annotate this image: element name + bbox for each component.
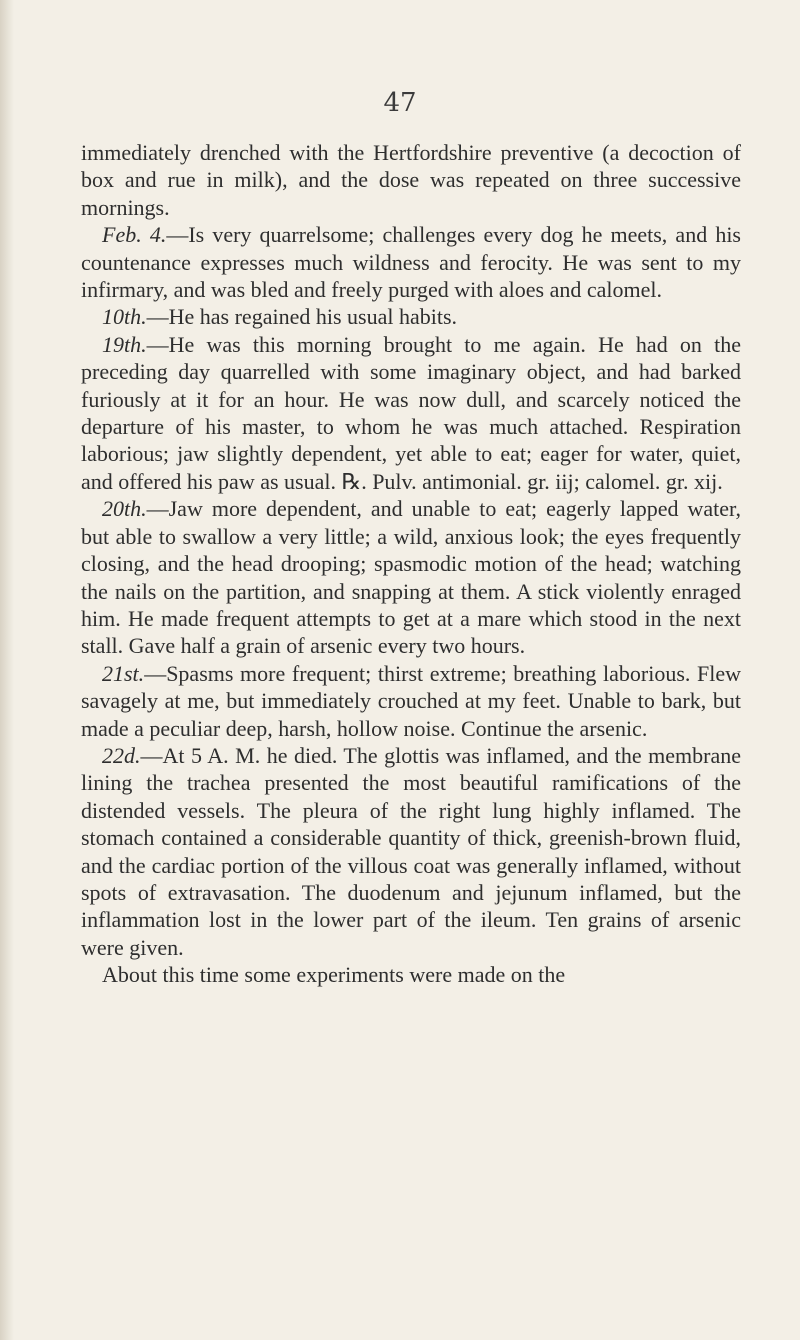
paragraph xyxy=(81,331,741,495)
page-number: 47 xyxy=(383,88,417,118)
paragraph-text: About this time some experiments were made on the xyxy=(102,962,566,988)
paragraph-text: —Spasms more frequent; thirst extreme; breathing laborious. Flew savagely at me, but immediately crouched at my feet. Unable to bark, but made a peculiar deep, harsh, hollow noise. Continue the arsenic. xyxy=(81,660,741,741)
paragraph xyxy=(81,303,741,330)
paragraph xyxy=(81,742,741,961)
page-gutter-shadow xyxy=(0,0,14,1340)
paragraph xyxy=(81,660,741,742)
paragraph-text: —At 5 A. M. he died. The glottis was inflamed, and the membrane lining the trachea presented the most beautiful ramifications of the distended vessels. The pleura of the right lung highly inflamed. The stomach contained a considerable quantity of thick, greenish-brown fluid, and the cardiac portion of the villous coat was generally inflamed, without spots of extravasation. The duodenum and jejunum inflamed, but the inflammation lost in the lower part of the ileum. Ten grains of arsenic were given. xyxy=(81,742,741,960)
paragraph-text: —Is very quarrelsome; challenges every dog he meets, and his countenance expresses much wildness and ferocity. He was sent to my infirmary, and was bled and freely purged with aloes and calomel. xyxy=(81,222,741,303)
entry-date: 10th. xyxy=(102,304,147,330)
paragraph xyxy=(81,221,741,303)
entry-date: Feb. 4. xyxy=(102,222,167,248)
paragraph-text: —He was this morning brought to me again. He had on the preceding day quarrelled with some imaginary object, and had barked furiously at it for an hour. He was now dull, and scarcely noticed the departure of his master, to whom he was much attached. Respiration laborious; jaw slightly dependent, yet able to eat; eager for water, quiet, and offered his paw as usual. ℞. Pulv. antimonial. gr. iij; calomel. gr. xij. xyxy=(81,331,741,494)
body-text xyxy=(81,139,741,989)
paragraph xyxy=(81,961,741,988)
paragraph-text: —Jaw more dependent, and unable to eat; eagerly lapped water, but able to swallow a very little; a wild, anxious look; the eyes frequently closing, and the head drooping; spasmodic motion of the head; watching the nails on the partition, and snapping at them. A stick violently enraged him. He made frequent attempts to get at a mare which stood in the next stall. Gave half a grain of arsenic every two hours. xyxy=(81,496,741,659)
entry-date: 21st. xyxy=(102,660,145,686)
paragraph xyxy=(81,139,741,221)
paragraph-text: —He has regained his usual habits. xyxy=(146,304,457,330)
entry-date: 22d. xyxy=(102,742,141,768)
paragraph-text: immediately drenched with the Hertfordshire preventive (a decoction of box and rue in milk), and the dose was repeated on three successive mornings. xyxy=(81,140,741,220)
entry-date: 19th. xyxy=(102,331,147,357)
entry-date: 20th. xyxy=(102,496,147,522)
paragraph xyxy=(81,495,741,659)
